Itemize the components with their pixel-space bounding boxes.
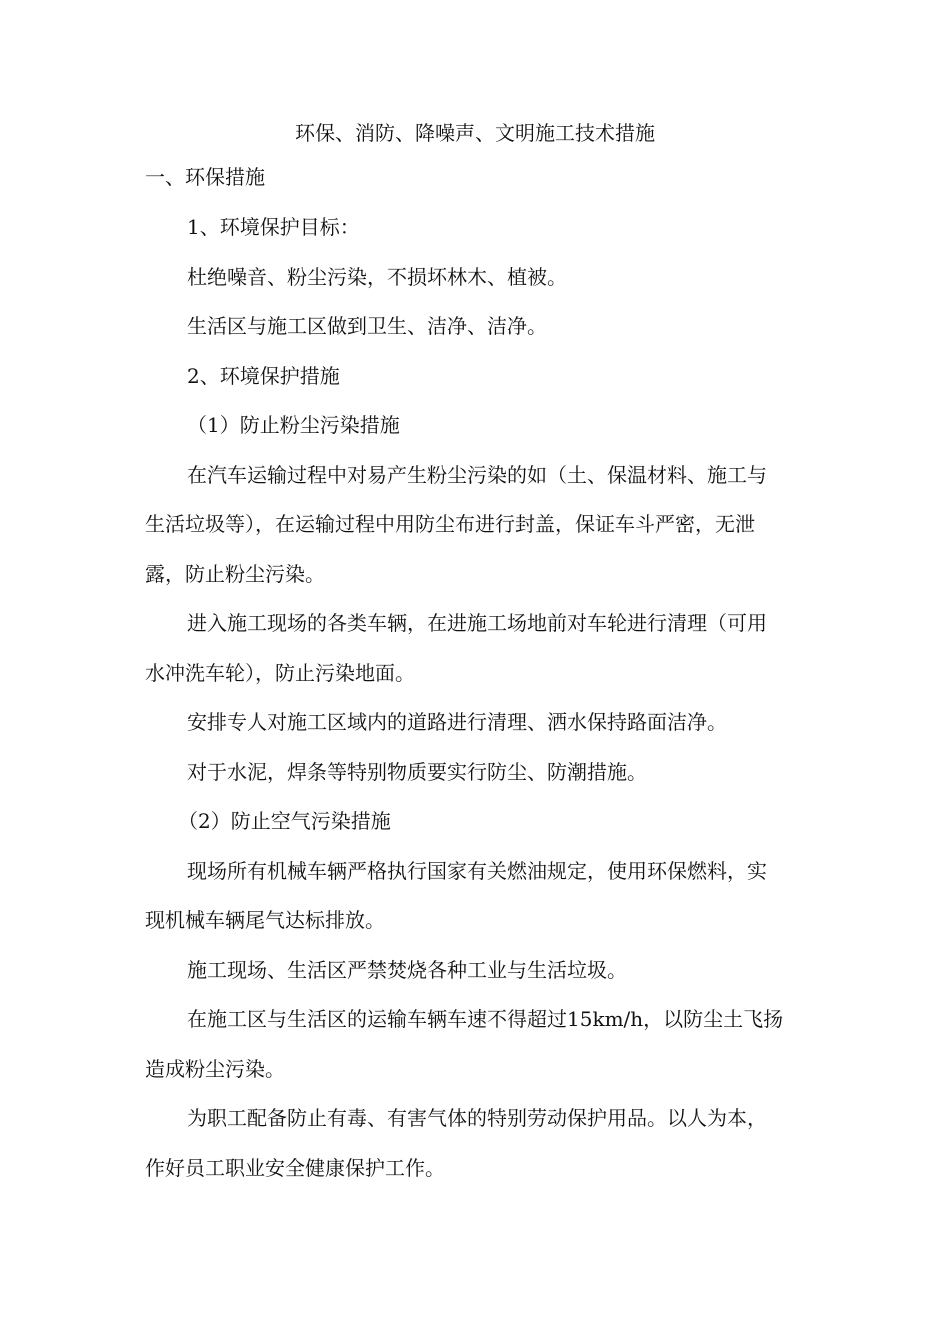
paragraph-line: 作好员工职业安全健康保护工作。 <box>145 1156 445 1180</box>
paragraph-line: 现机械车辆尾气达标排放。 <box>145 908 385 932</box>
subsection-heading: 2、环境保护措施 <box>187 364 340 388</box>
item-heading: （2）防止空气污染措施 <box>178 809 391 833</box>
paragraph-line: 安排专人对施工区域内的道路进行清理、洒水保持路面洁净。 <box>187 710 727 734</box>
section-heading: 一、环保措施 <box>145 165 265 189</box>
paragraph-line: 现场所有机械车辆严格执行国家有关燃油规定，使用环保燃料，实 <box>187 859 767 883</box>
paragraph-line: 造成粉尘污染。 <box>145 1057 285 1081</box>
subsection-heading: 1、环境保护目标： <box>187 215 360 239</box>
paragraph-line: 在汽车运输过程中对易产生粉尘污染的如（土、保温材料、施工与 <box>187 463 767 487</box>
paragraph-line: 进入施工现场的各类车辆，在进施工场地前对车轮进行清理（可用 <box>187 611 767 635</box>
paragraph-line: 杜绝噪音、粉尘污染，不损坏林木、植被。 <box>187 265 567 289</box>
paragraph-line: 在施工区与生活区的运输车辆车速不得超过15km/h，以防尘土飞扬 <box>187 1007 784 1031</box>
paragraph-line: 对于水泥，焊条等特别物质要实行防尘、防潮措施。 <box>187 760 647 784</box>
paragraph-line: 水冲洗车轮），防止污染地面。 <box>145 661 415 685</box>
item-heading: （1）防止粉尘污染措施 <box>187 413 400 437</box>
document-title: 环保、消防、降噪声、文明施工技术措施 <box>295 121 655 145</box>
paragraph-line: 施工现场、生活区严禁焚烧各种工业与生活垃圾。 <box>187 958 627 982</box>
paragraph-line: 生活垃圾等），在运输过程中用防尘布进行封盖，保证车斗严密，无泄 <box>145 512 755 536</box>
paragraph-line: 露，防止粉尘污染。 <box>145 562 325 586</box>
paragraph-line: 为职工配备防止有毒、有害气体的特别劳动保护用品。以人为本， <box>187 1106 767 1130</box>
paragraph-line: 生活区与施工区做到卫生、洁净、洁净。 <box>187 314 547 338</box>
